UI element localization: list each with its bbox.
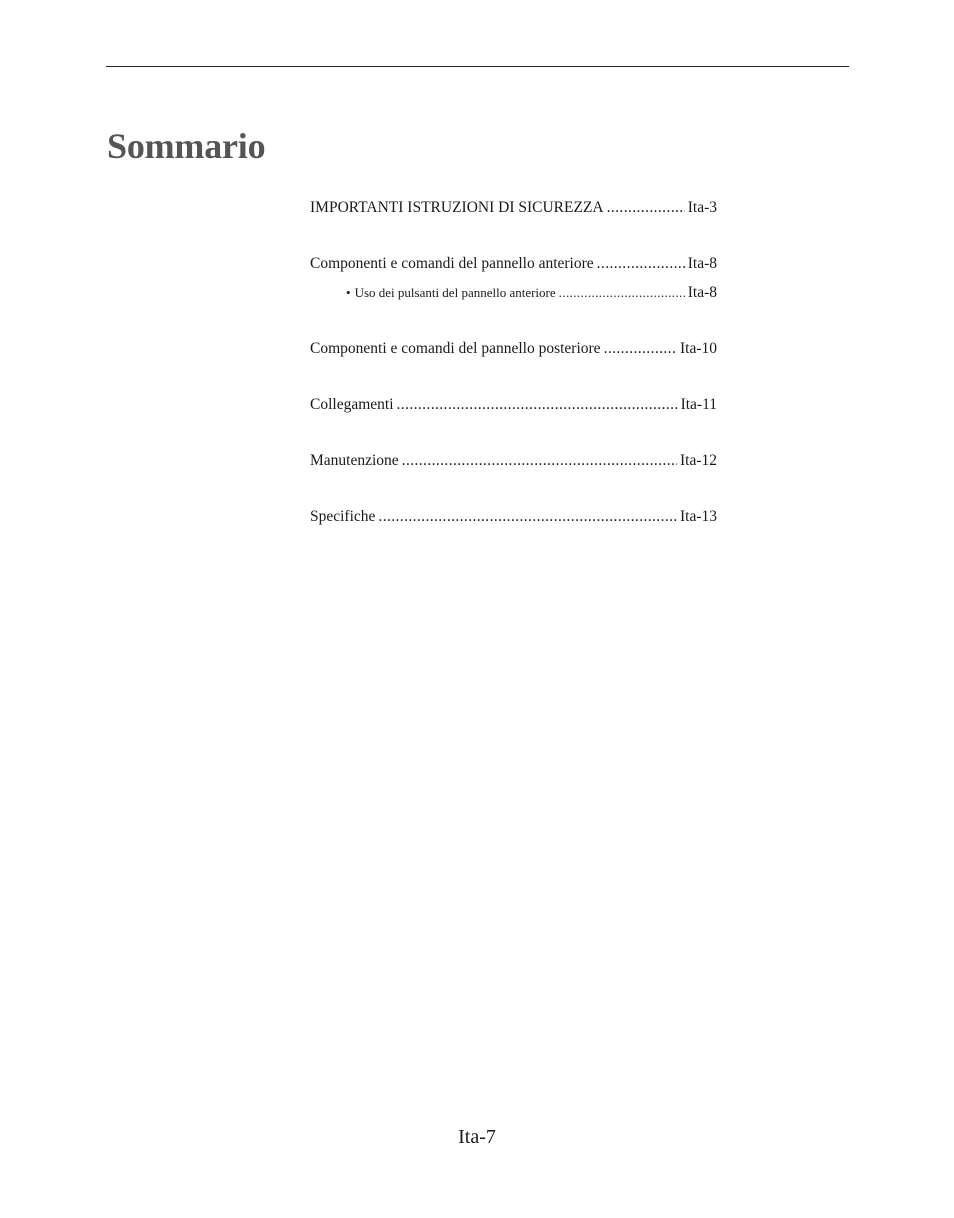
toc-leader xyxy=(604,339,677,359)
toc-entry-manutenzione[interactable] xyxy=(310,451,717,471)
toc-entry-sicurezza[interactable] xyxy=(310,198,717,218)
toc-entry-label: IMPORTANTI ISTRUZIONI DI SICUREZZA xyxy=(310,199,604,216)
toc-entry-page: Ita-12 xyxy=(679,452,717,469)
toc-leader xyxy=(402,451,677,471)
toc-entry-label: Componenti e comandi del pannello posteriore xyxy=(310,340,601,357)
toc-entry-page: Ita-13 xyxy=(679,508,717,525)
toc-entry-pannello-posteriore[interactable] xyxy=(310,339,717,359)
toc-leader xyxy=(597,254,685,274)
toc-entry-collegamenti[interactable] xyxy=(310,395,717,415)
toc-subentry-pulsanti[interactable] xyxy=(346,283,717,303)
toc-entry-page: Ita-8 xyxy=(687,284,717,301)
toc-leader xyxy=(397,395,678,415)
toc-leader xyxy=(559,283,685,303)
toc-leader xyxy=(607,198,685,218)
toc-entry-page: Ita-11 xyxy=(680,396,717,413)
toc-entry-pannello-anteriore[interactable] xyxy=(310,254,717,274)
page-title: Sommario xyxy=(107,126,266,166)
bullet-icon: • xyxy=(346,285,351,300)
header-rule xyxy=(106,66,849,67)
toc-entry-page: Ita-3 xyxy=(687,199,717,216)
toc-entry-specifiche[interactable] xyxy=(310,507,717,527)
toc-entry-label: Specifiche xyxy=(310,508,376,525)
toc-entry-label: Uso dei pulsanti del pannello anteriore xyxy=(354,285,556,300)
toc-entry-label: Collegamenti xyxy=(310,396,394,413)
toc-entry-label: Componenti e comandi del pannello anteriore xyxy=(310,255,594,272)
toc-leader xyxy=(378,507,677,527)
toc-entry-page: Ita-8 xyxy=(687,255,717,272)
toc-entry-page: Ita-10 xyxy=(679,340,717,357)
toc-entry-label: Manutenzione xyxy=(310,452,399,469)
page-number: Ita-7 xyxy=(458,1126,496,1148)
